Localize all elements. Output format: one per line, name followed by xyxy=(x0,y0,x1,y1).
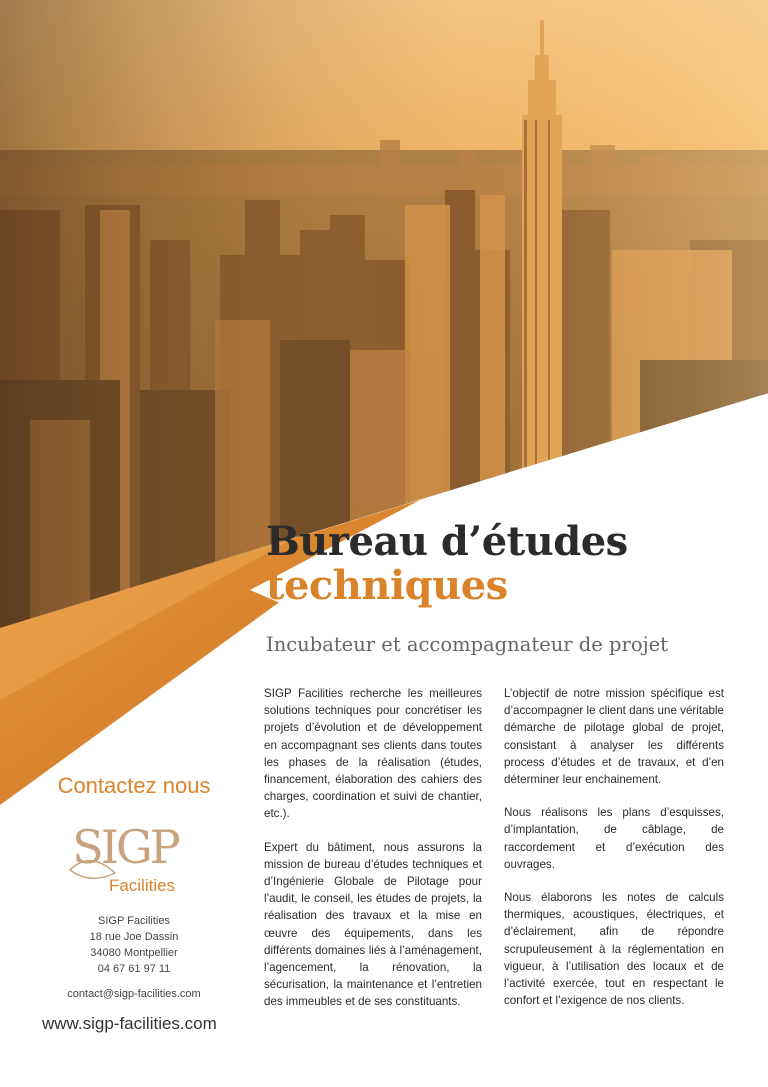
subtitle: Incubateur et accompagnateur de projet xyxy=(266,633,668,656)
logo-main-text: SIGP xyxy=(72,820,178,874)
contact-heading: Contactez nous xyxy=(57,773,211,798)
paragraph: SIGP Facilities recherche les meilleures solutions techniques pour concrétiser les projets d’évolution et de développement en accompagnant ses clients dans toutes les phases de la réalisation (études, financement, élaboration des cahiers des charges, coordination et suivi de chantier, etc.). xyxy=(264,687,482,821)
address-block xyxy=(0,913,268,961)
paragraph: L’objectif de notre mission spécifique est d’accompagner le client dans une véritable démarche de pilotage global de projet, consistant à analyser les différents process d’études et de travaux, et d’en déterminer leur enchainement. xyxy=(504,687,724,787)
text-column-1 xyxy=(264,685,482,1027)
website-link[interactable]: www.sigp-facilities.com xyxy=(42,1014,217,1033)
page-title xyxy=(266,520,628,608)
sigp-logo xyxy=(60,815,190,897)
city-address: 34080 Montpellier xyxy=(90,947,178,959)
company-name: SIGP Facilities xyxy=(98,915,170,927)
text-column-2 xyxy=(504,685,724,1025)
title-line-1: Bureau d’études xyxy=(266,518,628,565)
street-address: 18 rue Joe Dassin xyxy=(89,931,179,943)
phone-number: 04 67 61 97 11 xyxy=(97,963,171,975)
email-link[interactable]: contact@sigp-facilities.com xyxy=(67,988,201,1000)
paragraph: Expert du bâtiment, nous assurons la mission de bureau d’études techniques et d’Ingénierie Globale de Pilotage pour l’audit, le conseil, les études de projets, la réalisation des travaux et la mise en œuvre des équipements, dans les différents domaines liés à l’aménagement, l’agencement, la rénovation, la sécurisation, la maintenance et l’entretien des immeubles et de ses constituants. xyxy=(264,840,482,1009)
paragraph: Nous élaborons les notes de calculs thermiques, acoustiques, électriques, et d’éclairement, afin de répondre scrupuleusement à la réglementation en vigueur, à l’utilisation des locaux et de l’activité exercée, tout en respectant le confort et l’exigence de nos clients. xyxy=(504,891,724,1008)
title-line-2: techniques xyxy=(266,562,508,609)
paragraph: Nous réalisons les plans d’esquisses, d’implantation, de câblage, de raccordement et d’exécution des ouvrages. xyxy=(504,806,724,871)
logo-sub-text: Facilities xyxy=(108,876,176,895)
